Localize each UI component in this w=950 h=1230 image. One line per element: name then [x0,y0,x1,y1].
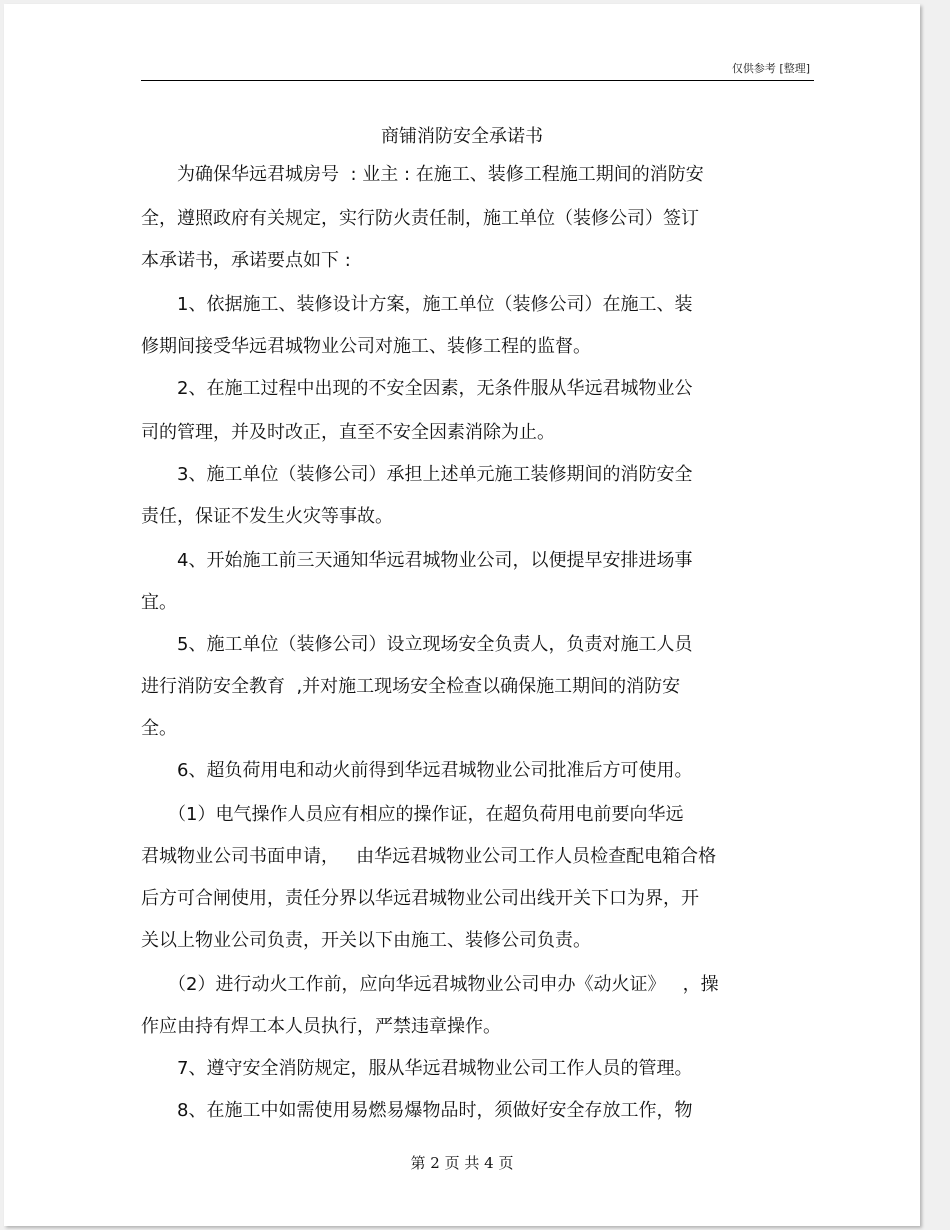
body-line: 3、施工单位（装修公司）承担上述单元施工装修期间的消防安全 [141,464,693,485]
body-line: 责任，保证不发生火灾等事故。 [141,506,393,527]
header-note: 仅供参考 [整理] [731,62,810,75]
body-line: 修期间接受华远君城物业公司对施工、装修工程的监督。 [141,336,591,357]
body-line: 君城物业公司书面申请， 由华远君城物业公司工作人员检查配电箱合格 [141,846,717,867]
body-line: 宜。 [141,592,177,613]
body-line: 5、施工单位（装修公司）设立现场安全负责人，负责对施工人员 [141,634,693,655]
body-line: 作应由持有焊工本人员执行，严禁违章操作。 [141,1016,501,1037]
header-rule [141,80,814,81]
body-line: 为确保华远君城房号 : 业主 : 在施工、装修工程施工期间的消防安 [141,164,704,185]
document-page [4,4,920,1226]
page-number-footer: 第 2 页 共 4 页 [410,1154,514,1172]
body-line: 6、超负荷用电和动火前得到华远君城物业公司批准后方可使用。 [141,760,693,781]
body-line: 7、遵守安全消防规定，服从华远君城物业公司工作人员的管理。 [141,1058,693,1079]
body-line: 本承诺书，承诺要点如下 : [141,250,351,271]
body-line: 全，遵照政府有关规定，实行防火责任制，施工单位（装修公司）签订 [141,208,699,229]
body-line: 司的管理，并及时改正，直至不安全因素消除为止。 [141,422,555,443]
body-line: （2）进行动火工作前，应向华远君城物业公司申办《动火证》 ，操 [141,974,719,995]
body-line: 进行消防安全教育 ,并对施工现场安全检查以确保施工期间的消防安 [141,676,681,697]
body-line: 1、依据施工、装修设计方案，施工单位（装修公司）在施工、装 [141,294,693,315]
body-line: 8、在施工中如需使用易燃易爆物品时，须做好安全存放工作，物 [141,1100,693,1121]
body-line: 关以上物业公司负责，开关以下由施工、装修公司负责。 [141,930,591,951]
document-title: 商铺消防安全承诺书 [381,126,543,147]
body-line: 4、开始施工前三天通知华远君城物业公司，以便提早安排进场事 [141,550,693,571]
body-line: 全。 [141,718,177,739]
body-line: （1）电气操作人员应有相应的操作证，在超负荷用电前要向华远 [141,804,684,825]
body-line: 2、在施工过程中出现的不安全因素，无条件服从华远君城物业公 [141,378,693,399]
body-line: 后方可合闸使用，责任分界以华远君城物业公司出线开关下口为界，开 [141,888,699,909]
